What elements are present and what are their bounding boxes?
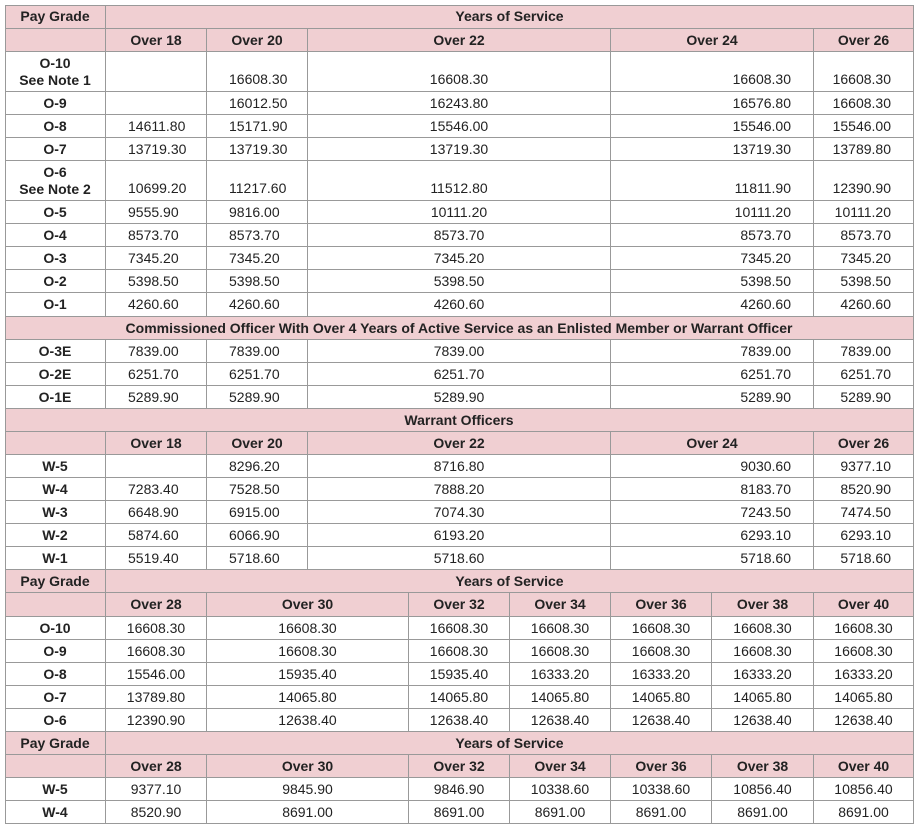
- pay-value-cell: 9816.00: [207, 201, 308, 224]
- column-header: Over 18: [106, 432, 207, 455]
- pay-value-cell: 16608.30: [510, 617, 611, 640]
- column-header: Over 26: [814, 29, 914, 52]
- column-header: Over 18: [106, 29, 207, 52]
- column-header: Over 34: [510, 593, 611, 617]
- grade-cell: W-2: [5, 524, 106, 547]
- grade-cell: O-8: [5, 115, 106, 138]
- pay-value-cell: 8296.20: [207, 455, 308, 478]
- pay-value-cell: 13719.30: [611, 138, 814, 161]
- pay-value-cell: 6193.20: [308, 524, 611, 547]
- pay-value-cell: 15546.00: [106, 663, 207, 686]
- column-header: Over 24: [611, 29, 814, 52]
- pay-value-cell: 15935.40: [409, 663, 510, 686]
- grade-label-wrap: [19, 55, 91, 89]
- pay-value-cell: 8691.00: [409, 801, 510, 824]
- grade-cell: O-2: [5, 270, 106, 293]
- grade-cell: O-5: [5, 201, 106, 224]
- pay-value-cell: 5289.90: [106, 386, 207, 409]
- pay-value-cell: 5398.50: [207, 270, 308, 293]
- pay-value-cell: 10111.20: [611, 201, 814, 224]
- pay-value-cell: 11512.80: [308, 161, 611, 201]
- grade-cell: O-8: [5, 663, 106, 686]
- grade-note: See Note 1: [19, 71, 91, 88]
- pay-value-cell: 10338.60: [510, 778, 611, 801]
- pay-value-cell: 8520.90: [814, 478, 914, 501]
- column-header-blank: [5, 29, 106, 52]
- pay-value-cell: 16608.30: [409, 617, 510, 640]
- grade-note: See Note 2: [19, 180, 91, 197]
- pay-value-cell: 14065.80: [207, 686, 409, 709]
- pay-grade-header: Pay Grade: [5, 5, 106, 29]
- pay-value-cell: 16608.30: [712, 640, 814, 663]
- pay-value-cell: 7345.20: [308, 247, 611, 270]
- pay-value-cell: 8573.70: [611, 224, 814, 247]
- pay-value-cell: 16608.30: [510, 640, 611, 663]
- pay-value-cell: 6293.10: [611, 524, 814, 547]
- pay-value-cell: 10111.20: [814, 201, 914, 224]
- pay-value-cell: 12390.90: [814, 161, 914, 201]
- pay-value-cell: 9846.90: [409, 778, 510, 801]
- column-header: Over 26: [814, 432, 914, 455]
- grade-cell: W-3: [5, 501, 106, 524]
- pay-value-cell: [106, 52, 207, 92]
- pay-value-cell: 15546.00: [814, 115, 914, 138]
- grade-cell: W-5: [5, 778, 106, 801]
- grade-cell: O-1: [5, 293, 106, 317]
- grade-cell: O-3E: [5, 340, 106, 363]
- pay-value-cell: 12638.40: [510, 709, 611, 732]
- pay-value-cell: 5519.40: [106, 547, 207, 570]
- pay-value-cell: 5398.50: [308, 270, 611, 293]
- pay-value-cell: 13719.30: [106, 138, 207, 161]
- pay-value-cell: 15935.40: [207, 663, 409, 686]
- pay-value-cell: 5398.50: [611, 270, 814, 293]
- pay-value-cell: 7345.20: [106, 247, 207, 270]
- pay-value-cell: 16608.30: [308, 52, 611, 92]
- pay-value-cell: 14065.80: [712, 686, 814, 709]
- pay-value-cell: 4260.60: [308, 293, 611, 317]
- pay-value-cell: 12638.40: [611, 709, 712, 732]
- pay-value-cell: 7839.00: [207, 340, 308, 363]
- column-header-blank: [5, 432, 106, 455]
- pay-value-cell: [106, 92, 207, 115]
- pay-value-cell: 9030.60: [611, 455, 814, 478]
- grade-cell: W-5: [5, 455, 106, 478]
- pay-value-cell: 5718.60: [308, 547, 611, 570]
- years-of-service-header: Years of Service: [106, 732, 914, 755]
- pay-value-cell: 14611.80: [106, 115, 207, 138]
- pay-value-cell: 6251.70: [308, 363, 611, 386]
- column-header-blank: [5, 593, 106, 617]
- pay-value-cell: 12638.40: [207, 709, 409, 732]
- column-header: Over 40: [814, 593, 914, 617]
- pay-value-cell: 16243.80: [308, 92, 611, 115]
- pay-value-cell: 6915.00: [207, 501, 308, 524]
- pay-value-cell: 7474.50: [814, 501, 914, 524]
- pay-value-cell: 7345.20: [611, 247, 814, 270]
- column-header: Over 28: [106, 755, 207, 778]
- pay-value-cell: 9377.10: [814, 455, 914, 478]
- column-header: Over 36: [611, 593, 712, 617]
- grade-cell: O-6: [5, 709, 106, 732]
- pay-value-cell: 10856.40: [814, 778, 914, 801]
- pay-value-cell: 5718.60: [814, 547, 914, 570]
- pay-value-cell: 13789.80: [106, 686, 207, 709]
- pay-value-cell: 5874.60: [106, 524, 207, 547]
- column-header: Over 32: [409, 755, 510, 778]
- pay-value-cell: 8691.00: [611, 801, 712, 824]
- column-header: Over 22: [308, 432, 611, 455]
- pay-value-cell: 14065.80: [510, 686, 611, 709]
- pay-value-cell: 4260.60: [611, 293, 814, 317]
- pay-value-cell: 16608.30: [814, 92, 914, 115]
- grade-cell: O-4: [5, 224, 106, 247]
- column-header: Over 30: [207, 593, 409, 617]
- pay-value-cell: [106, 455, 207, 478]
- grade-cell: W-4: [5, 478, 106, 501]
- grade-cell: O-3: [5, 247, 106, 270]
- column-header: Over 24: [611, 432, 814, 455]
- pay-value-cell: 12638.40: [814, 709, 914, 732]
- pay-value-cell: 8573.70: [207, 224, 308, 247]
- pay-value-cell: 5398.50: [106, 270, 207, 293]
- pay-value-cell: 13719.30: [308, 138, 611, 161]
- column-header-blank: [5, 755, 106, 778]
- pay-value-cell: 16608.30: [207, 52, 308, 92]
- pay-value-cell: 16608.30: [409, 640, 510, 663]
- pay-value-cell: 7839.00: [106, 340, 207, 363]
- grade-cell: [5, 161, 106, 201]
- pay-value-cell: 16608.30: [611, 52, 814, 92]
- pay-value-cell: 4260.60: [814, 293, 914, 317]
- column-header: Over 38: [712, 755, 814, 778]
- grade-label: O-10: [39, 54, 71, 71]
- pay-grade-header: Pay Grade: [5, 732, 106, 755]
- pay-value-cell: 10338.60: [611, 778, 712, 801]
- pay-value-cell: 8573.70: [308, 224, 611, 247]
- pay-value-cell: 15546.00: [308, 115, 611, 138]
- pay-value-cell: 16608.30: [207, 640, 409, 663]
- pay-value-cell: 6648.90: [106, 501, 207, 524]
- column-header: Over 30: [207, 755, 409, 778]
- column-header: Over 34: [510, 755, 611, 778]
- pay-value-cell: 7528.50: [207, 478, 308, 501]
- grade-cell: O-7: [5, 138, 106, 161]
- pay-value-cell: 16608.30: [611, 640, 712, 663]
- grade-cell: O-1E: [5, 386, 106, 409]
- column-header: Over 38: [712, 593, 814, 617]
- pay-value-cell: 8691.00: [712, 801, 814, 824]
- pay-value-cell: 16608.30: [106, 640, 207, 663]
- pay-value-cell: 6251.70: [207, 363, 308, 386]
- column-header: Over 32: [409, 593, 510, 617]
- pay-value-cell: 16608.30: [814, 640, 914, 663]
- section-title: Commissioned Officer With Over 4 Years of Active Service as an Enlisted Member or Warrant Officer: [5, 317, 914, 340]
- grade-label-wrap: [19, 164, 91, 198]
- grade-cell: W-1: [5, 547, 106, 570]
- pay-value-cell: 16333.20: [814, 663, 914, 686]
- pay-value-cell: 8520.90: [106, 801, 207, 824]
- pay-value-cell: 15546.00: [611, 115, 814, 138]
- pay-value-cell: 14065.80: [409, 686, 510, 709]
- pay-value-cell: 7839.00: [611, 340, 814, 363]
- pay-value-cell: 5718.60: [207, 547, 308, 570]
- pay-value-cell: 16608.30: [814, 617, 914, 640]
- pay-value-cell: 13719.30: [207, 138, 308, 161]
- grade-cell: O-2E: [5, 363, 106, 386]
- grade-cell: O-7: [5, 686, 106, 709]
- pay-value-cell: 5289.90: [207, 386, 308, 409]
- column-header: Over 40: [814, 755, 914, 778]
- pay-value-cell: 7839.00: [308, 340, 611, 363]
- pay-value-cell: 11811.90: [611, 161, 814, 201]
- pay-value-cell: 7345.20: [814, 247, 914, 270]
- pay-value-cell: 5289.90: [308, 386, 611, 409]
- pay-value-cell: 8573.70: [814, 224, 914, 247]
- column-header: Over 36: [611, 755, 712, 778]
- years-of-service-header: Years of Service: [106, 5, 914, 29]
- pay-value-cell: 7074.30: [308, 501, 611, 524]
- grade-cell: O-10: [5, 617, 106, 640]
- pay-value-cell: 13789.80: [814, 138, 914, 161]
- pay-value-cell: 8573.70: [106, 224, 207, 247]
- grade-cell: W-4: [5, 801, 106, 824]
- grade-cell: [5, 52, 106, 92]
- pay-value-cell: 6251.70: [814, 363, 914, 386]
- pay-value-cell: 5289.90: [611, 386, 814, 409]
- pay-value-cell: 9845.90: [207, 778, 409, 801]
- pay-value-cell: 12638.40: [712, 709, 814, 732]
- pay-value-cell: 8691.00: [510, 801, 611, 824]
- pay-value-cell: 16333.20: [712, 663, 814, 686]
- pay-value-cell: 15171.90: [207, 115, 308, 138]
- pay-value-cell: 4260.60: [207, 293, 308, 317]
- pay-value-cell: 16576.80: [611, 92, 814, 115]
- pay-value-cell: 16012.50: [207, 92, 308, 115]
- pay-value-cell: 7839.00: [814, 340, 914, 363]
- pay-value-cell: 7345.20: [207, 247, 308, 270]
- pay-value-cell: 8716.80: [308, 455, 611, 478]
- grade-label: O-6: [43, 163, 67, 180]
- pay-value-cell: 9377.10: [106, 778, 207, 801]
- years-of-service-header: Years of Service: [106, 570, 914, 593]
- pay-value-cell: 16608.30: [207, 617, 409, 640]
- pay-value-cell: 6293.10: [814, 524, 914, 547]
- pay-value-cell: 7888.20: [308, 478, 611, 501]
- pay-grade-header: Pay Grade: [5, 570, 106, 593]
- column-header: Over 28: [106, 593, 207, 617]
- pay-value-cell: 16608.30: [611, 617, 712, 640]
- pay-value-cell: 11217.60: [207, 161, 308, 201]
- pay-value-cell: 14065.80: [611, 686, 712, 709]
- pay-value-cell: 7243.50: [611, 501, 814, 524]
- pay-value-cell: 12390.90: [106, 709, 207, 732]
- column-header: Over 20: [207, 29, 308, 52]
- grade-cell: O-9: [5, 640, 106, 663]
- pay-value-cell: 16333.20: [510, 663, 611, 686]
- pay-value-cell: 10856.40: [712, 778, 814, 801]
- pay-value-cell: 16333.20: [611, 663, 712, 686]
- column-header: Over 20: [207, 432, 308, 455]
- grade-cell: O-9: [5, 92, 106, 115]
- pay-value-cell: 7283.40: [106, 478, 207, 501]
- section-title: Warrant Officers: [5, 409, 914, 432]
- pay-value-cell: 12638.40: [409, 709, 510, 732]
- pay-value-cell: 8691.00: [207, 801, 409, 824]
- pay-value-cell: 8691.00: [814, 801, 914, 824]
- pay-value-cell: 4260.60: [106, 293, 207, 317]
- pay-value-cell: 6066.90: [207, 524, 308, 547]
- pay-value-cell: 16608.30: [712, 617, 814, 640]
- pay-value-cell: 6251.70: [611, 363, 814, 386]
- pay-value-cell: 6251.70: [106, 363, 207, 386]
- pay-value-cell: 14065.80: [814, 686, 914, 709]
- pay-value-cell: 16608.30: [814, 52, 914, 92]
- column-header: Over 22: [308, 29, 611, 52]
- pay-value-cell: 16608.30: [106, 617, 207, 640]
- pay-value-cell: 8183.70: [611, 478, 814, 501]
- pay-value-cell: 10111.20: [308, 201, 611, 224]
- pay-value-cell: 5718.60: [611, 547, 814, 570]
- pay-value-cell: 5289.90: [814, 386, 914, 409]
- pay-value-cell: 10699.20: [106, 161, 207, 201]
- pay-value-cell: 9555.90: [106, 201, 207, 224]
- pay-value-cell: 5398.50: [814, 270, 914, 293]
